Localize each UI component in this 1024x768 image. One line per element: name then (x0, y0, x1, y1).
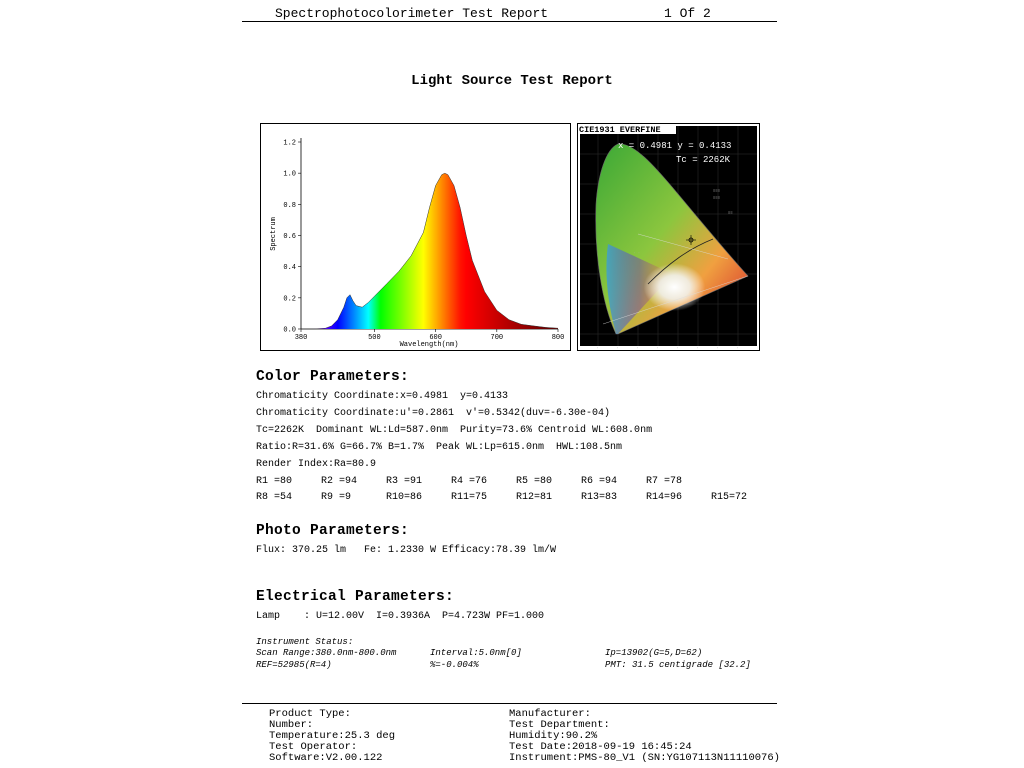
y-tick-label: 1.2 (283, 139, 296, 148)
svg-text:≡≡: ≡≡ (728, 212, 733, 216)
svg-text:·: · (696, 347, 699, 350)
x-tick-label: 500 (368, 334, 381, 342)
scan-range: Scan Range:380.0nm-800.0nm (256, 648, 397, 658)
temperature: Temperature:25.3 deg (269, 730, 396, 742)
r-value: R12=81 (516, 492, 553, 503)
instrument: Instrument:PMS-80_V1 (SN:YG107113N11110076) (509, 752, 780, 764)
r-value: R4 =76 (451, 476, 488, 487)
product-type: Product Type: (269, 708, 351, 720)
color-parameters-heading: Color Parameters: (256, 369, 410, 385)
cie-color-temperature: Tc = 2262K (676, 155, 731, 165)
svg-text:· ·: · · (633, 252, 641, 256)
ip-value: Ip=13902(G=5,D=62) (605, 648, 703, 658)
svg-text:·: · (656, 347, 659, 350)
r-value: R3 =91 (386, 476, 423, 487)
y-tick-label: 0.6 (283, 233, 296, 241)
svg-text:≡≡≡: ≡≡≡ (713, 190, 721, 194)
pmt-value: PMT: 31.5 centigrade [32.2] (605, 660, 751, 670)
interval: Interval:5.0nm[0] (430, 648, 522, 658)
header-divider (242, 21, 777, 22)
r-value: R9 =9 (321, 492, 352, 503)
photo-parameters-heading: Photo Parameters: (256, 523, 410, 539)
footer-divider (242, 703, 777, 704)
instrument-status-heading: Instrument Status: (256, 637, 354, 647)
ref-value: REF=52985(R=4) (256, 660, 332, 670)
svg-text:·: · (636, 347, 639, 350)
svg-text:·: · (676, 347, 679, 350)
test-date: Test Date:2018-09-19 16:45:24 (509, 741, 692, 753)
spectrum-chart-frame (260, 123, 571, 351)
y-tick-label: 0.0 (283, 326, 296, 335)
x-tick-label: 700 (490, 334, 504, 342)
chromaticity-xy: Chromaticity Coordinate:x=0.4981 y=0.4133 (256, 391, 509, 402)
electrical-parameters-heading: Electrical Parameters: (256, 589, 455, 605)
y-tick-label: 0.8 (283, 201, 296, 210)
spectrum-chart (261, 124, 570, 350)
spectrum-area (301, 173, 558, 329)
r-value: R10=86 (386, 492, 423, 503)
r-value: R7 =78 (646, 476, 683, 487)
y-tick-label: 0.2 (283, 295, 296, 304)
y-tick-label: 0.4 (283, 264, 296, 273)
ratio-line: Ratio:R=31.6% G=66.7% B=1.7% Peak WL:Lp=615.0nm HWL:108.5nm (256, 442, 623, 453)
x-tick-label: 800 (551, 334, 565, 342)
chromaticity-uv: Chromaticity Coordinate:u'=0.2861 v'=0.5342(duv=-6.30e-04) (256, 408, 611, 419)
percent-value: %=-0.004% (430, 660, 479, 670)
svg-text:·: · (716, 347, 719, 350)
r-value: R11=75 (451, 492, 488, 503)
r-value: R13=83 (581, 492, 618, 503)
r-value: R14=96 (646, 492, 683, 503)
flux-line: Flux: 370.25 lm Fe: 1.2330 W Efficacy:78.39 lm/W (256, 545, 557, 556)
x-tick-label: 600 (429, 334, 442, 342)
test-department: Test Department: (509, 719, 610, 731)
svg-text:·: · (736, 347, 739, 350)
test-operator: Test Operator: (269, 741, 358, 753)
y-tick-label: 1.0 (283, 170, 296, 179)
r-value: R5 =80 (516, 476, 553, 487)
x-tick-label: 380 (294, 334, 308, 342)
y-axis-label: Spectrum (270, 217, 278, 251)
cie-title: CIE1931 EVERFINE (579, 125, 661, 135)
number: Number: (269, 719, 314, 731)
cie-diagram (578, 124, 759, 350)
r-value: R8 =54 (256, 492, 293, 503)
r-value: R1 =80 (256, 476, 293, 487)
render-index: Render Index:Ra=80.9 (256, 459, 377, 470)
svg-text:·: · (596, 347, 599, 350)
page-indicator: 1 Of 2 (664, 6, 711, 21)
report-header-title: Spectrophotocolorimeter Test Report (275, 6, 549, 21)
report-title: Light Source Test Report (411, 73, 613, 89)
tc-dominant-line: Tc=2262K Dominant WL:Ld=587.0nm Purity=73.6% Centroid WL:608.0nm (256, 425, 653, 436)
svg-text:·: · (616, 347, 619, 350)
cie-coordinates: x = 0.4981 y = 0.4133 (618, 141, 732, 151)
r-value: R6 =94 (581, 476, 618, 487)
r-value: R2 =94 (321, 476, 358, 487)
manufacturer: Manufacturer: (509, 708, 591, 720)
x-axis-label: Wavelength(nm) (399, 341, 459, 349)
lamp-line: Lamp : U=12.00V I=0.3936A P=4.723W PF=1.000 (256, 611, 545, 622)
cie-diagram-frame (577, 123, 760, 351)
humidity: Humidity:90.2% (509, 730, 598, 742)
cie-axis-ticks (596, 347, 738, 350)
r-value: R15=72 (711, 492, 748, 503)
svg-text:≡≡≡: ≡≡≡ (713, 197, 721, 201)
software: Software:V2.00.122 (269, 752, 383, 764)
